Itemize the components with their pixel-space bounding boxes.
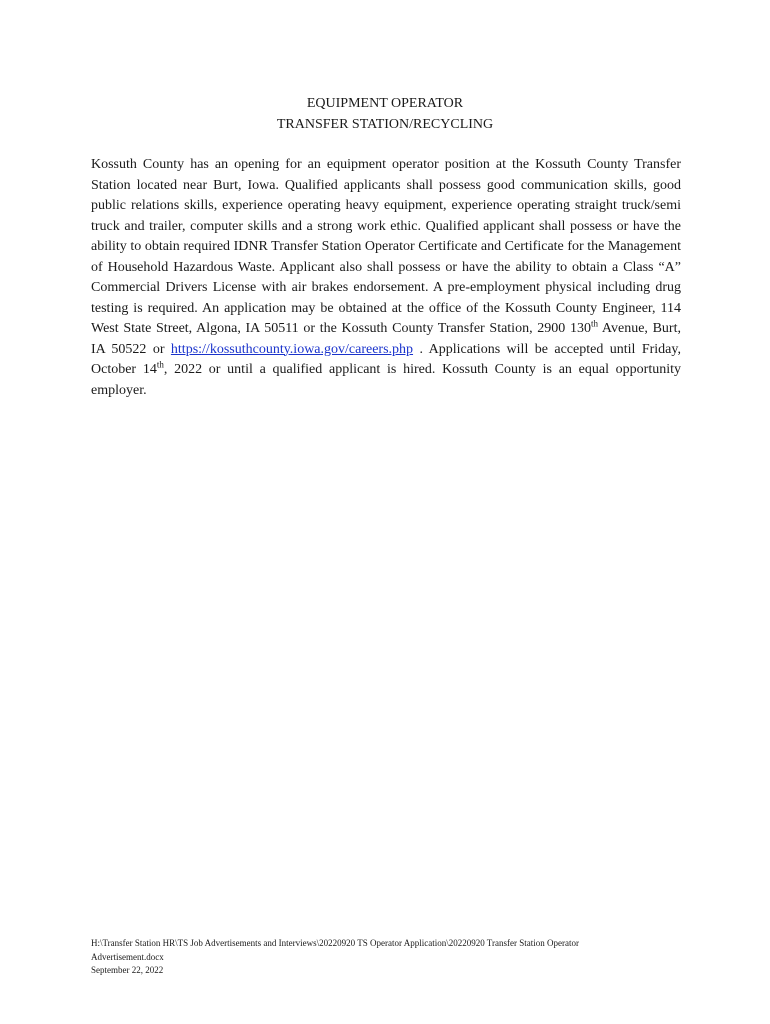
paragraph-text-part-4: , 2022 or until a qualified applicant is hired. Kossuth County is an equal opportunity employer. (91, 362, 682, 398)
footer-date: September 22, 2022 (91, 965, 164, 975)
footer-file-path-line1: H:\Transfer Station HR\TS Job Advertisements and Interviews\20220920 TS Operator Application\20220920 Transfer Station Operator (91, 938, 579, 948)
footer-file-path-line2: Advertisement.docx (91, 951, 164, 962)
document-subtitle: TRANSFER STATION/RECYCLING (276, 117, 494, 132)
job-description-paragraph (91, 155, 681, 401)
superscript-th-1: th (590, 318, 598, 329)
careers-link[interactable]: https://kossuthcounty.iowa.gov/careers.php (170, 341, 414, 357)
document-footer (91, 937, 711, 978)
paragraph-text-part-1: Kossuth County has an opening for an equipment operator position at the Kossuth County Transfer Station located near Burt, Iowa. Qualified applicants shall possess good communication skills, good public relations skills, experience operating heavy equipment, experience operating straight truck/semi truck and trailer, computer skills and a strong work ethic. Qualified applicant shall possess or have the ability to obtain required IDNR Transfer Station Operator Certificate and Certificate for the Management of Household Hazardous Waste. Applicant also shall possess or have the ability to obtain a Class “A” Commercial Drivers License with air brakes endorsement. A pre-employment physical including drug testing is required. An application may be obtained at the office of the Kossuth County Engineer, 114 West State Street, Algona, IA 50511 or the Kossuth County Transfer Station, 2900 130 (91, 157, 681, 336)
paragraph-text-part-3: . Applications will be accepted until Friday, October 14 (91, 341, 681, 377)
paragraph-text-part-2: Avenue, Burt, IA 50522 or (91, 321, 681, 357)
superscript-th-2: th (156, 359, 164, 370)
document-title: EQUIPMENT OPERATOR (306, 96, 464, 111)
